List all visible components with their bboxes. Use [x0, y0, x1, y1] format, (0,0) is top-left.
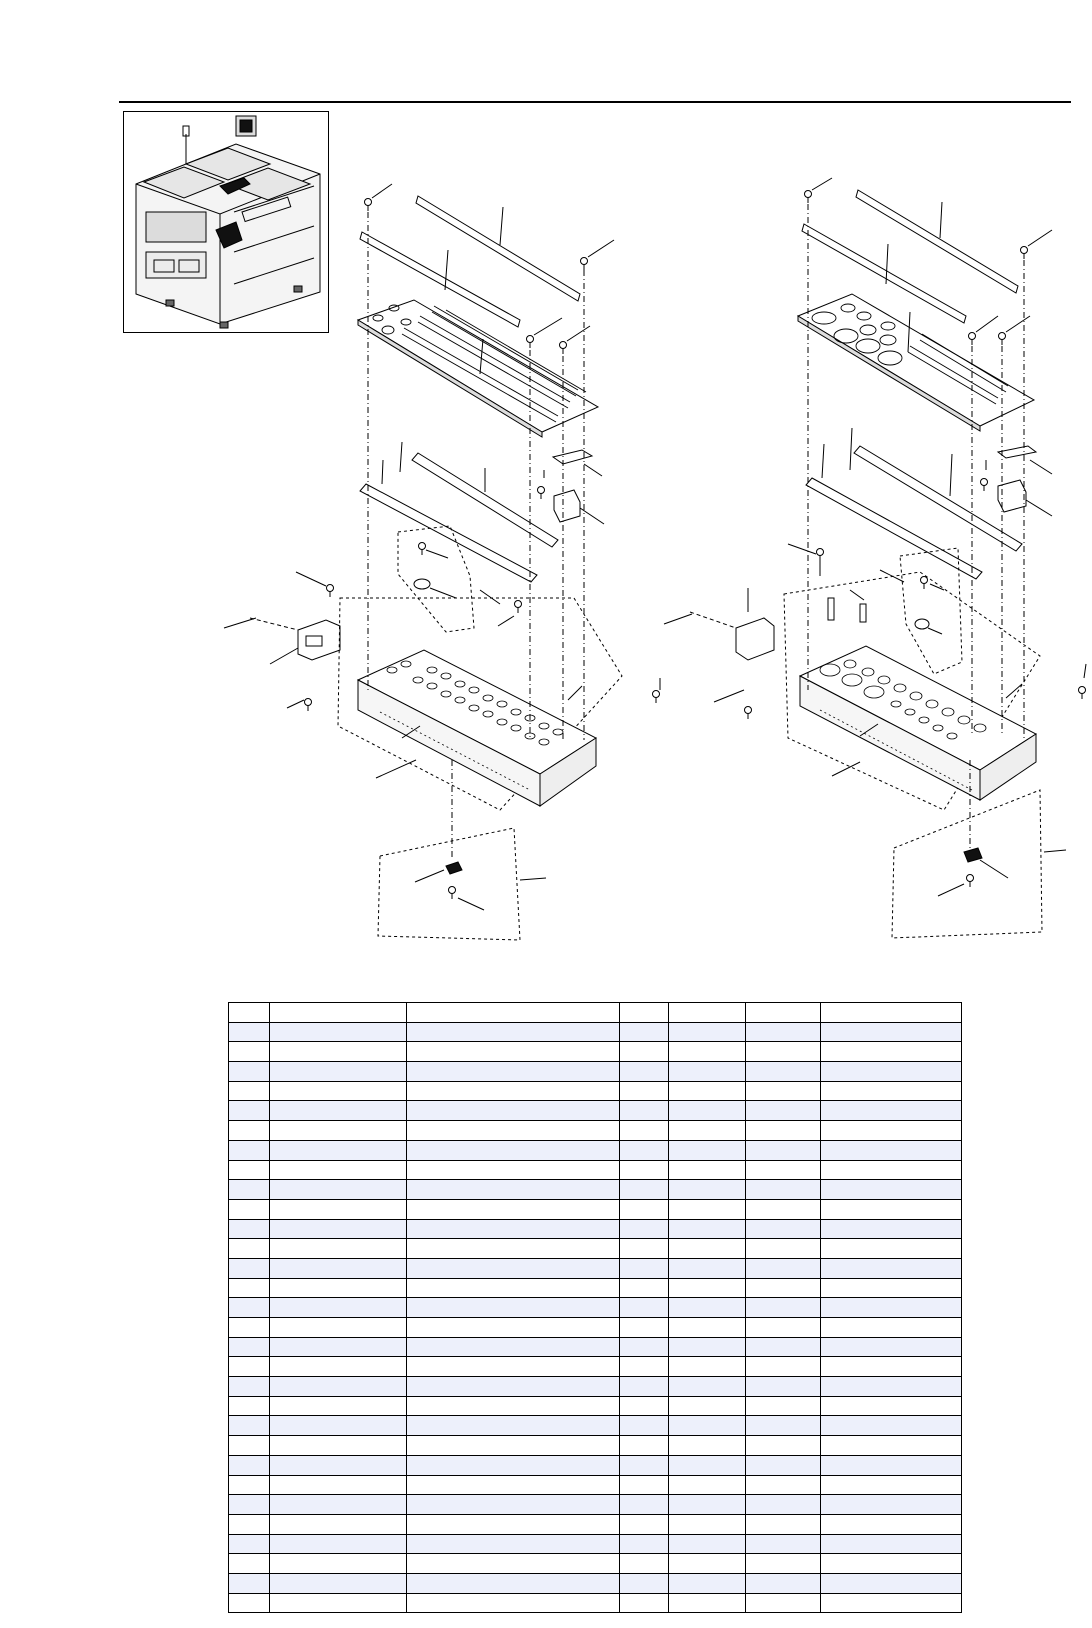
- table-cell: [821, 1357, 962, 1377]
- table-cell: [270, 1101, 407, 1121]
- table-cell: [229, 1337, 270, 1357]
- table-cell: [229, 1278, 270, 1298]
- table-row: [229, 1396, 962, 1416]
- table-cell: [229, 1219, 270, 1239]
- table-cell: [270, 1377, 407, 1397]
- table-cell: [821, 1377, 962, 1397]
- right-rail-rear: [854, 446, 1022, 551]
- table-cell: [746, 1593, 821, 1613]
- table-row: [229, 1160, 962, 1180]
- table-cell: [821, 1022, 962, 1042]
- table-row: [229, 1416, 962, 1436]
- table-cell: [669, 1534, 746, 1554]
- table-cell: [620, 1062, 669, 1082]
- table-cell: [407, 1081, 620, 1101]
- table-cell: [746, 1455, 821, 1475]
- table-cell: [669, 1416, 746, 1436]
- table-cell: [270, 1357, 407, 1377]
- left-washer: [414, 579, 430, 589]
- right-washer: [915, 619, 929, 629]
- table-cell: [620, 1475, 669, 1495]
- table-cell: [669, 1337, 746, 1357]
- table-cell: [407, 1318, 620, 1338]
- right-assembly: [664, 178, 1086, 938]
- table-row: [229, 1003, 962, 1023]
- table-cell: [270, 1022, 407, 1042]
- left-rail-rear: [412, 453, 558, 547]
- table-cell: [620, 1514, 669, 1534]
- table-cell: [270, 1337, 407, 1357]
- table-cell: [407, 1534, 620, 1554]
- table-cell: [229, 1396, 270, 1416]
- table-cell: [669, 1495, 746, 1515]
- table-cell: [270, 1160, 407, 1180]
- table-cell: [821, 1140, 962, 1160]
- table-cell: [229, 1357, 270, 1377]
- table-cell: [746, 1258, 821, 1278]
- table-cell: [229, 1003, 270, 1023]
- table-cell: [407, 1003, 620, 1023]
- table-cell: [669, 1573, 746, 1593]
- table-row: [229, 1514, 962, 1534]
- right-rail-front: [806, 478, 982, 579]
- table-cell: [407, 1101, 620, 1121]
- left-rail-front: [360, 484, 537, 582]
- table-cell: [620, 1160, 669, 1180]
- table-cell: [746, 1357, 821, 1377]
- table-cell: [229, 1318, 270, 1338]
- table-cell: [620, 1554, 669, 1574]
- table-cell: [669, 1357, 746, 1377]
- table-cell: [270, 1416, 407, 1436]
- table-cell: [746, 1475, 821, 1495]
- table-row: [229, 1337, 962, 1357]
- table-cell: [270, 1121, 407, 1141]
- table-cell: [821, 1593, 962, 1613]
- table-cell: [746, 1534, 821, 1554]
- table-cell: [620, 1436, 669, 1456]
- table-cell: [270, 1239, 407, 1259]
- table-cell: [229, 1239, 270, 1259]
- table-cell: [821, 1455, 962, 1475]
- table-cell: [821, 1534, 962, 1554]
- table-cell: [620, 1337, 669, 1357]
- table-cell: [669, 1298, 746, 1318]
- table-cell: [821, 1436, 962, 1456]
- table-row: [229, 1258, 962, 1278]
- table-cell: [229, 1377, 270, 1397]
- table-cell: [407, 1140, 620, 1160]
- table-cell: [620, 1101, 669, 1121]
- table-cell: [669, 1062, 746, 1082]
- table-cell: [669, 1475, 746, 1495]
- table-cell: [407, 1495, 620, 1515]
- table-cell: [407, 1593, 620, 1613]
- table-cell: [620, 1357, 669, 1377]
- table-cell: [270, 1140, 407, 1160]
- table-cell: [620, 1593, 669, 1613]
- table-cell: [669, 1160, 746, 1180]
- table-cell: [821, 1416, 962, 1436]
- table-row: [229, 1219, 962, 1239]
- table-cell: [669, 1239, 746, 1259]
- table-cell: [746, 1121, 821, 1141]
- table-row: [229, 1495, 962, 1515]
- table-row: [229, 1475, 962, 1495]
- table-cell: [270, 1298, 407, 1318]
- table-cell: [620, 1573, 669, 1593]
- table-row: [229, 1022, 962, 1042]
- table-cell: [407, 1573, 620, 1593]
- parts-list-table: [228, 1002, 961, 1627]
- right-base-tray: [800, 646, 1036, 800]
- table-cell: [821, 1554, 962, 1574]
- table-cell: [407, 1121, 620, 1141]
- table-cell: [669, 1278, 746, 1298]
- table-cell: [746, 1199, 821, 1219]
- table-cell: [229, 1199, 270, 1219]
- table-cell: [620, 1199, 669, 1219]
- table-cell: [746, 1554, 821, 1574]
- table-cell: [746, 1573, 821, 1593]
- table-cell: [229, 1573, 270, 1593]
- table-cell: [669, 1377, 746, 1397]
- table-cell: [229, 1514, 270, 1534]
- table-cell: [620, 1081, 669, 1101]
- table-cell: [407, 1554, 620, 1574]
- table-cell: [229, 1298, 270, 1318]
- table-row: [229, 1593, 962, 1613]
- table-row: [229, 1534, 962, 1554]
- table-cell: [270, 1318, 407, 1338]
- table-cell: [229, 1554, 270, 1574]
- table-cell: [821, 1475, 962, 1495]
- table-cell: [407, 1062, 620, 1082]
- table-row: [229, 1455, 962, 1475]
- table-cell: [407, 1357, 620, 1377]
- table-cell: [270, 1199, 407, 1219]
- table-cell: [229, 1455, 270, 1475]
- table-cell: [620, 1022, 669, 1042]
- table-cell: [669, 1396, 746, 1416]
- table-row: [229, 1357, 962, 1377]
- table-cell: [229, 1258, 270, 1278]
- table-cell: [229, 1140, 270, 1160]
- table-cell: [746, 1337, 821, 1357]
- table-cell: [821, 1337, 962, 1357]
- table-cell: [229, 1495, 270, 1515]
- table-cell: [407, 1199, 620, 1219]
- table-cell: [270, 1573, 407, 1593]
- table-cell: [270, 1475, 407, 1495]
- table-row: [229, 1278, 962, 1298]
- left-bracket: [553, 450, 592, 464]
- table-cell: [669, 1455, 746, 1475]
- table-cell: [620, 1377, 669, 1397]
- table-cell: [407, 1436, 620, 1456]
- table-cell: [229, 1534, 270, 1554]
- table-cell: [669, 1022, 746, 1042]
- table-cell: [620, 1298, 669, 1318]
- table-row: [229, 1081, 962, 1101]
- table-cell: [746, 1239, 821, 1259]
- left-side-block: [298, 620, 340, 660]
- table-cell: [669, 1140, 746, 1160]
- table-cell: [620, 1318, 669, 1338]
- table-cell: [620, 1534, 669, 1554]
- table-cell: [821, 1495, 962, 1515]
- table-cell: [821, 1081, 962, 1101]
- left-assembly: [224, 184, 660, 940]
- table-cell: [746, 1495, 821, 1515]
- table-cell: [669, 1081, 746, 1101]
- table-cell: [407, 1160, 620, 1180]
- table-row: [229, 1121, 962, 1141]
- left-cover-plate: [358, 300, 598, 437]
- table-cell: [229, 1081, 270, 1101]
- table-cell: [229, 1022, 270, 1042]
- table-cell: [407, 1396, 620, 1416]
- table-cell: [821, 1160, 962, 1180]
- table-cell: [407, 1239, 620, 1259]
- table-cell: [669, 1199, 746, 1219]
- table-row: [229, 1436, 962, 1456]
- table-row: [229, 1101, 962, 1121]
- table-cell: [229, 1180, 270, 1200]
- table-cell: [229, 1436, 270, 1456]
- table-cell: [821, 1180, 962, 1200]
- table-cell: [746, 1062, 821, 1082]
- table-cell: [620, 1278, 669, 1298]
- table-cell: [746, 1396, 821, 1416]
- table-cell: [270, 1180, 407, 1200]
- table-cell: [620, 1219, 669, 1239]
- table-cell: [620, 1396, 669, 1416]
- table-cell: [821, 1396, 962, 1416]
- table-row: [229, 1318, 962, 1338]
- table-cell: [270, 1042, 407, 1062]
- table-cell: [620, 1180, 669, 1200]
- table-cell: [746, 1436, 821, 1456]
- table-cell: [407, 1022, 620, 1042]
- table-cell: [229, 1062, 270, 1082]
- table-cell: [669, 1258, 746, 1278]
- parts-table-body: [229, 1003, 962, 1613]
- table-cell: [669, 1003, 746, 1023]
- table-cell: [746, 1003, 821, 1023]
- table-cell: [620, 1121, 669, 1141]
- table-cell: [270, 1219, 407, 1239]
- table-row: [229, 1377, 962, 1397]
- table-cell: [270, 1278, 407, 1298]
- table-row: [229, 1239, 962, 1259]
- table-cell: [270, 1514, 407, 1534]
- left-base-tray: [358, 650, 596, 806]
- table-cell: [407, 1416, 620, 1436]
- table-cell: [407, 1042, 620, 1062]
- table-cell: [821, 1318, 962, 1338]
- table-cell: [746, 1377, 821, 1397]
- right-top-strip: [856, 190, 1018, 293]
- table-cell: [669, 1180, 746, 1200]
- table-cell: [821, 1101, 962, 1121]
- left-top-strip: [416, 196, 580, 301]
- table-cell: [229, 1475, 270, 1495]
- table-cell: [407, 1219, 620, 1239]
- table-cell: [746, 1318, 821, 1338]
- table-cell: [620, 1003, 669, 1023]
- table-cell: [620, 1416, 669, 1436]
- table-cell: [821, 1239, 962, 1259]
- table-cell: [407, 1337, 620, 1357]
- table-cell: [407, 1377, 620, 1397]
- table-cell: [821, 1121, 962, 1141]
- table-cell: [669, 1318, 746, 1338]
- table-cell: [407, 1455, 620, 1475]
- table-cell: [270, 1258, 407, 1278]
- table-row: [229, 1199, 962, 1219]
- table-cell: [746, 1042, 821, 1062]
- table-cell: [821, 1062, 962, 1082]
- table-row: [229, 1298, 962, 1318]
- table-row: [229, 1180, 962, 1200]
- table-cell: [746, 1022, 821, 1042]
- table-cell: [669, 1121, 746, 1141]
- table-cell: [746, 1298, 821, 1318]
- table-cell: [620, 1042, 669, 1062]
- parts-table: [228, 1002, 962, 1613]
- table-cell: [746, 1101, 821, 1121]
- table-cell: [270, 1062, 407, 1082]
- table-cell: [229, 1042, 270, 1062]
- table-cell: [407, 1475, 620, 1495]
- table-cell: [407, 1278, 620, 1298]
- right-cover-plate: [798, 294, 1034, 431]
- table-cell: [746, 1278, 821, 1298]
- table-cell: [746, 1140, 821, 1160]
- table-row: [229, 1573, 962, 1593]
- table-cell: [407, 1180, 620, 1200]
- table-cell: [407, 1514, 620, 1534]
- table-cell: [620, 1495, 669, 1515]
- table-cell: [270, 1534, 407, 1554]
- table-cell: [821, 1278, 962, 1298]
- table-cell: [620, 1140, 669, 1160]
- table-cell: [669, 1436, 746, 1456]
- table-cell: [270, 1436, 407, 1456]
- table-cell: [229, 1160, 270, 1180]
- table-cell: [229, 1416, 270, 1436]
- table-cell: [620, 1239, 669, 1259]
- right-side-block: [736, 618, 774, 660]
- table-cell: [746, 1514, 821, 1534]
- table-cell: [821, 1258, 962, 1278]
- table-cell: [746, 1416, 821, 1436]
- table-cell: [821, 1298, 962, 1318]
- table-cell: [821, 1514, 962, 1534]
- table-cell: [270, 1081, 407, 1101]
- table-cell: [669, 1593, 746, 1613]
- table-cell: [746, 1219, 821, 1239]
- table-cell: [229, 1101, 270, 1121]
- table-cell: [746, 1180, 821, 1200]
- table-cell: [620, 1455, 669, 1475]
- table-cell: [270, 1495, 407, 1515]
- table-cell: [746, 1081, 821, 1101]
- table-cell: [270, 1396, 407, 1416]
- table-row: [229, 1042, 962, 1062]
- right-bracket: [998, 446, 1036, 458]
- table-cell: [270, 1593, 407, 1613]
- table-cell: [407, 1298, 620, 1318]
- table-cell: [821, 1219, 962, 1239]
- left-block: [554, 490, 580, 522]
- table-cell: [746, 1160, 821, 1180]
- table-cell: [821, 1042, 962, 1062]
- table-cell: [407, 1258, 620, 1278]
- table-row: [229, 1554, 962, 1574]
- table-cell: [821, 1003, 962, 1023]
- table-cell: [821, 1573, 962, 1593]
- table-cell: [270, 1455, 407, 1475]
- table-cell: [669, 1101, 746, 1121]
- table-row: [229, 1140, 962, 1160]
- right-holder: [964, 848, 982, 862]
- table-cell: [270, 1554, 407, 1574]
- table-cell: [229, 1121, 270, 1141]
- table-cell: [669, 1042, 746, 1062]
- table-cell: [821, 1199, 962, 1219]
- table-cell: [270, 1003, 407, 1023]
- table-cell: [229, 1593, 270, 1613]
- table-cell: [669, 1514, 746, 1534]
- table-cell: [620, 1258, 669, 1278]
- table-row: [229, 1062, 962, 1082]
- table-cell: [669, 1219, 746, 1239]
- table-cell: [669, 1554, 746, 1574]
- left-holder: [446, 862, 462, 874]
